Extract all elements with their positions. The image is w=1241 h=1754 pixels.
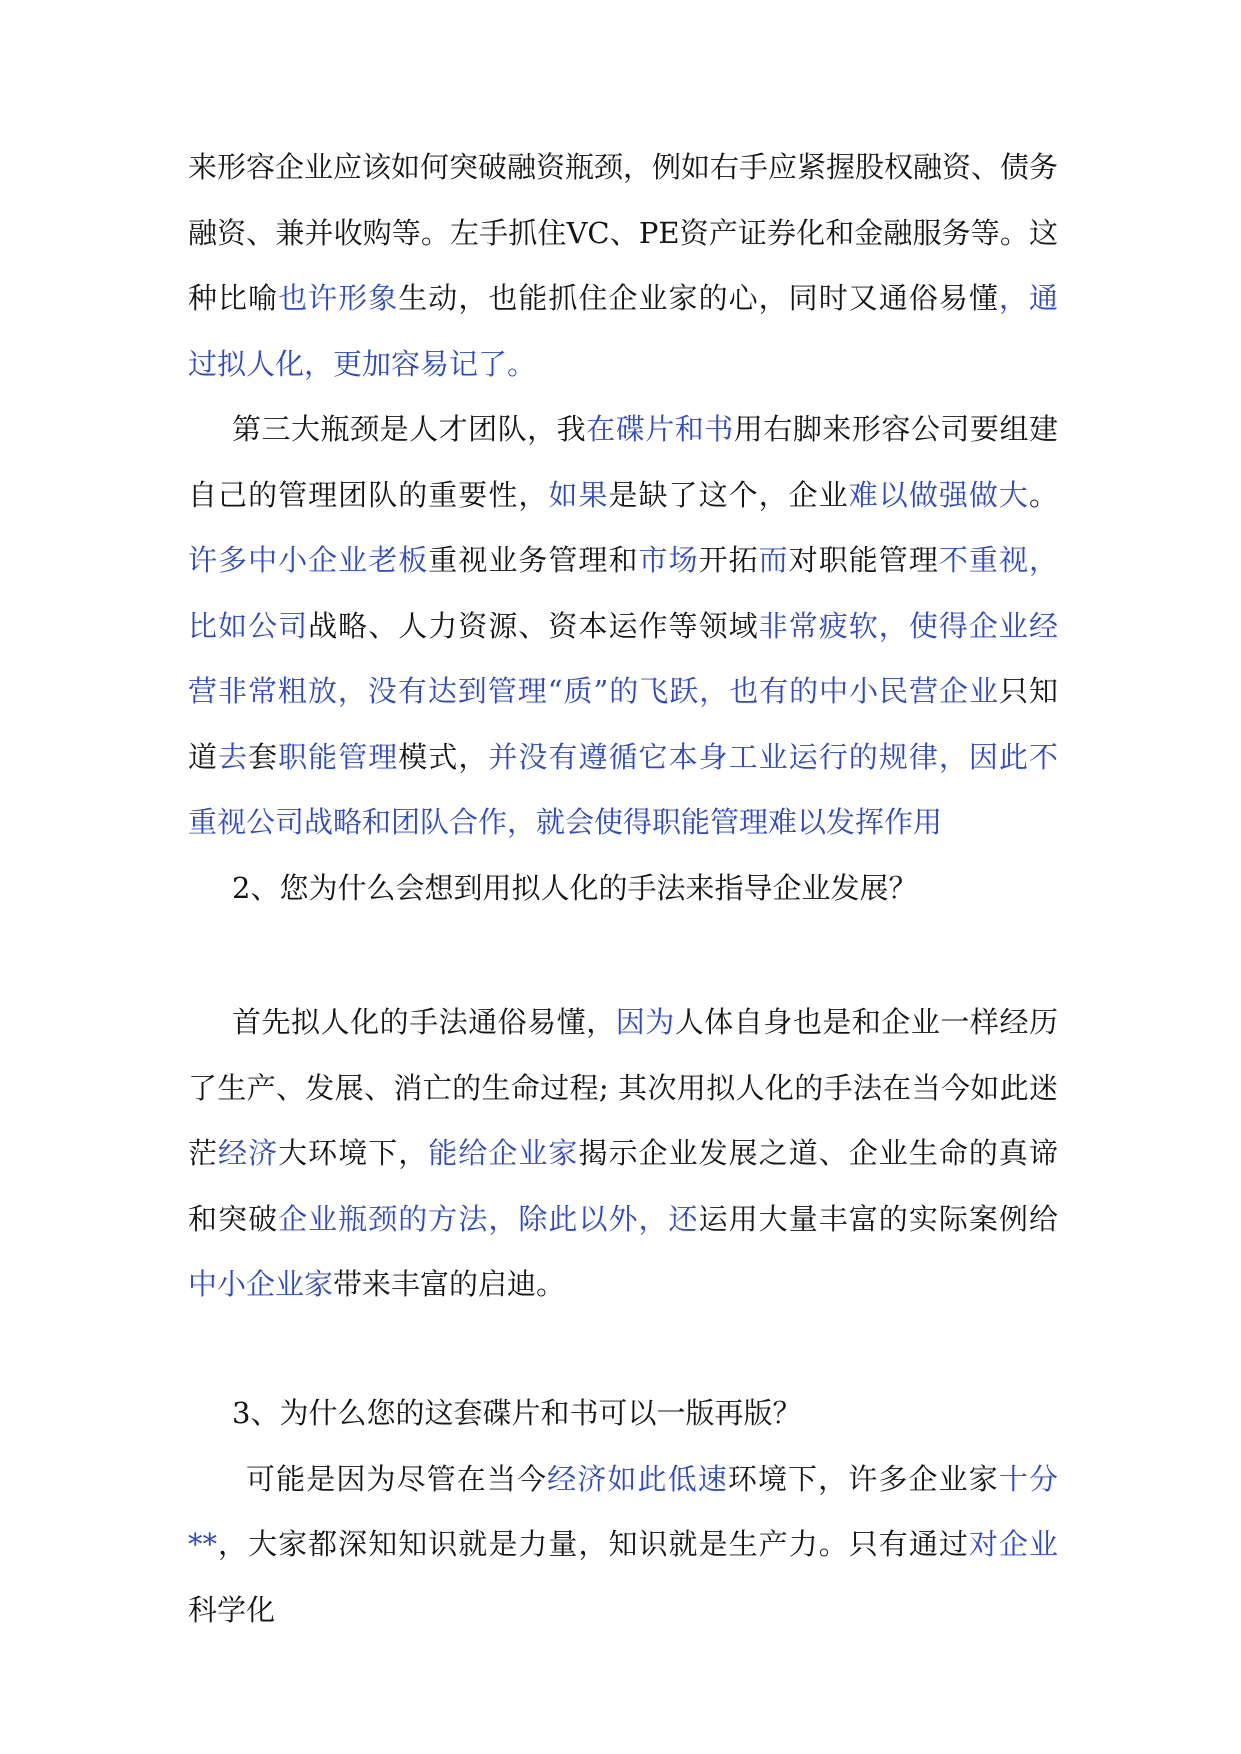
paragraph-answer-3 <box>188 1447 1058 1644</box>
highlighted-text-segment: 对企业 <box>968 1527 1058 1561</box>
highlighted-text-segment: 经济 <box>218 1136 279 1170</box>
highlighted-text-segment: 非常疲软，使得企业经营非常粗放，没有达到管理“质”的飞跃，也有的中小民营企业 <box>188 608 1058 708</box>
text-segment: 第三大瓶颈是人才团队，我 <box>232 412 587 446</box>
question-3-heading <box>188 1381 1058 1447</box>
text-segment: 来形容企业应该如何突破融资瓶颈，例如右手应紧握股权融资、债务融资、兼并收购等。左手抓住VC、PE资产证券化和金融服务等。这种比喻 <box>188 150 1059 315</box>
text-segment: 环境下，许多企业家 <box>727 1461 999 1496</box>
text-segment: 3、为什么您的这套碟片和书可以一版再版？ <box>232 1396 802 1430</box>
text-segment: 战略、人力资源、资本运作等领域 <box>308 608 759 643</box>
paragraph-talent-team <box>188 397 1058 856</box>
text-segment: 用右脚来形容公司要组建自己的管理团队的重要性， <box>188 412 1058 512</box>
text-segment: 重视业务管理和 <box>428 543 639 577</box>
highlighted-text-segment: 职能管理 <box>278 739 399 774</box>
highlighted-text-segment: 中小企业家 <box>188 1267 334 1301</box>
highlighted-text-segment: 市场 <box>638 543 699 577</box>
question-2-heading <box>188 856 1058 922</box>
text-segment: 人体自身也是和企业一样经历了生产、发展、消亡的生命过程; 其次用拟人化的手法在当今如此迷茫 <box>188 1005 1058 1170</box>
text-segment: 套 <box>248 739 279 774</box>
text-block-question-3 <box>188 1381 1058 1643</box>
highlighted-text-segment: 去 <box>218 739 249 774</box>
highlighted-text-segment: 如果 <box>548 477 609 512</box>
text-segment: 生动，也能抓住企业家的心，同时又通俗易懂 <box>398 281 999 315</box>
text-segment: 可能是因为尽管在当今 <box>246 1461 548 1496</box>
text-block-upper <box>188 135 1058 921</box>
text-segment: 首先拟人化的手法通俗易懂， <box>232 1005 616 1039</box>
highlighted-text-segment: 在碟片和书 <box>586 412 734 446</box>
text-segment: 开拓 <box>698 543 759 577</box>
highlighted-text-segment: 难以做强做大 <box>848 477 1029 512</box>
highlighted-text-segment: 因为 <box>615 1005 675 1039</box>
highlighted-text-segment: 许多中小企业老板 <box>188 543 429 577</box>
text-segment: 科学化 <box>188 1592 276 1627</box>
paragraph-answer-2 <box>188 990 1058 1318</box>
text-segment: 运用大量丰富的实际案例给 <box>698 1201 1058 1236</box>
highlighted-text-segment: 也许形象 <box>278 281 399 315</box>
text-segment: 大环境下， <box>278 1136 429 1170</box>
highlighted-text-segment: 企业瓶颈的方法，除此以外，还 <box>278 1201 699 1236</box>
highlighted-text-segment: 不重视，比如公司 <box>188 543 1058 643</box>
text-segment: 带来丰富的启迪。 <box>333 1267 566 1301</box>
highlighted-text-segment: 十分** <box>188 1461 1058 1561</box>
text-segment: 揭示企业发展之道、企业生命的真谛和突破 <box>188 1136 1058 1236</box>
highlighted-text-segment: 并没有遵循它本身工业运行的规律，因此不重视公司战略和团队合作，就会使得职能管理难以发挥作用 <box>188 739 1058 839</box>
highlighted-text-segment: 能给企业家 <box>428 1136 579 1170</box>
highlighted-text-segment: 而 <box>758 543 789 577</box>
text-block-answer-2 <box>188 990 1058 1318</box>
text-segment: 是缺了这个，企业 <box>608 477 849 512</box>
text-segment: 对职能管理 <box>788 543 939 577</box>
highlighted-text-segment: 经济如此低速 <box>547 1461 728 1496</box>
paragraph-financing-metaphor <box>188 135 1058 397</box>
text-segment: 只知道 <box>188 674 1058 774</box>
highlighted-text-segment: ，通过拟人化，更加容易记了。 <box>188 281 1058 381</box>
text-segment: 2、您为什么会想到用拟人化的手法来指导企业发展？ <box>232 870 918 905</box>
text-segment: 模式， <box>398 739 489 774</box>
text-segment: 。 <box>1028 477 1058 512</box>
text-segment: ，大家都深知知识就是力量，知识就是生产力。只有通过 <box>217 1527 969 1561</box>
